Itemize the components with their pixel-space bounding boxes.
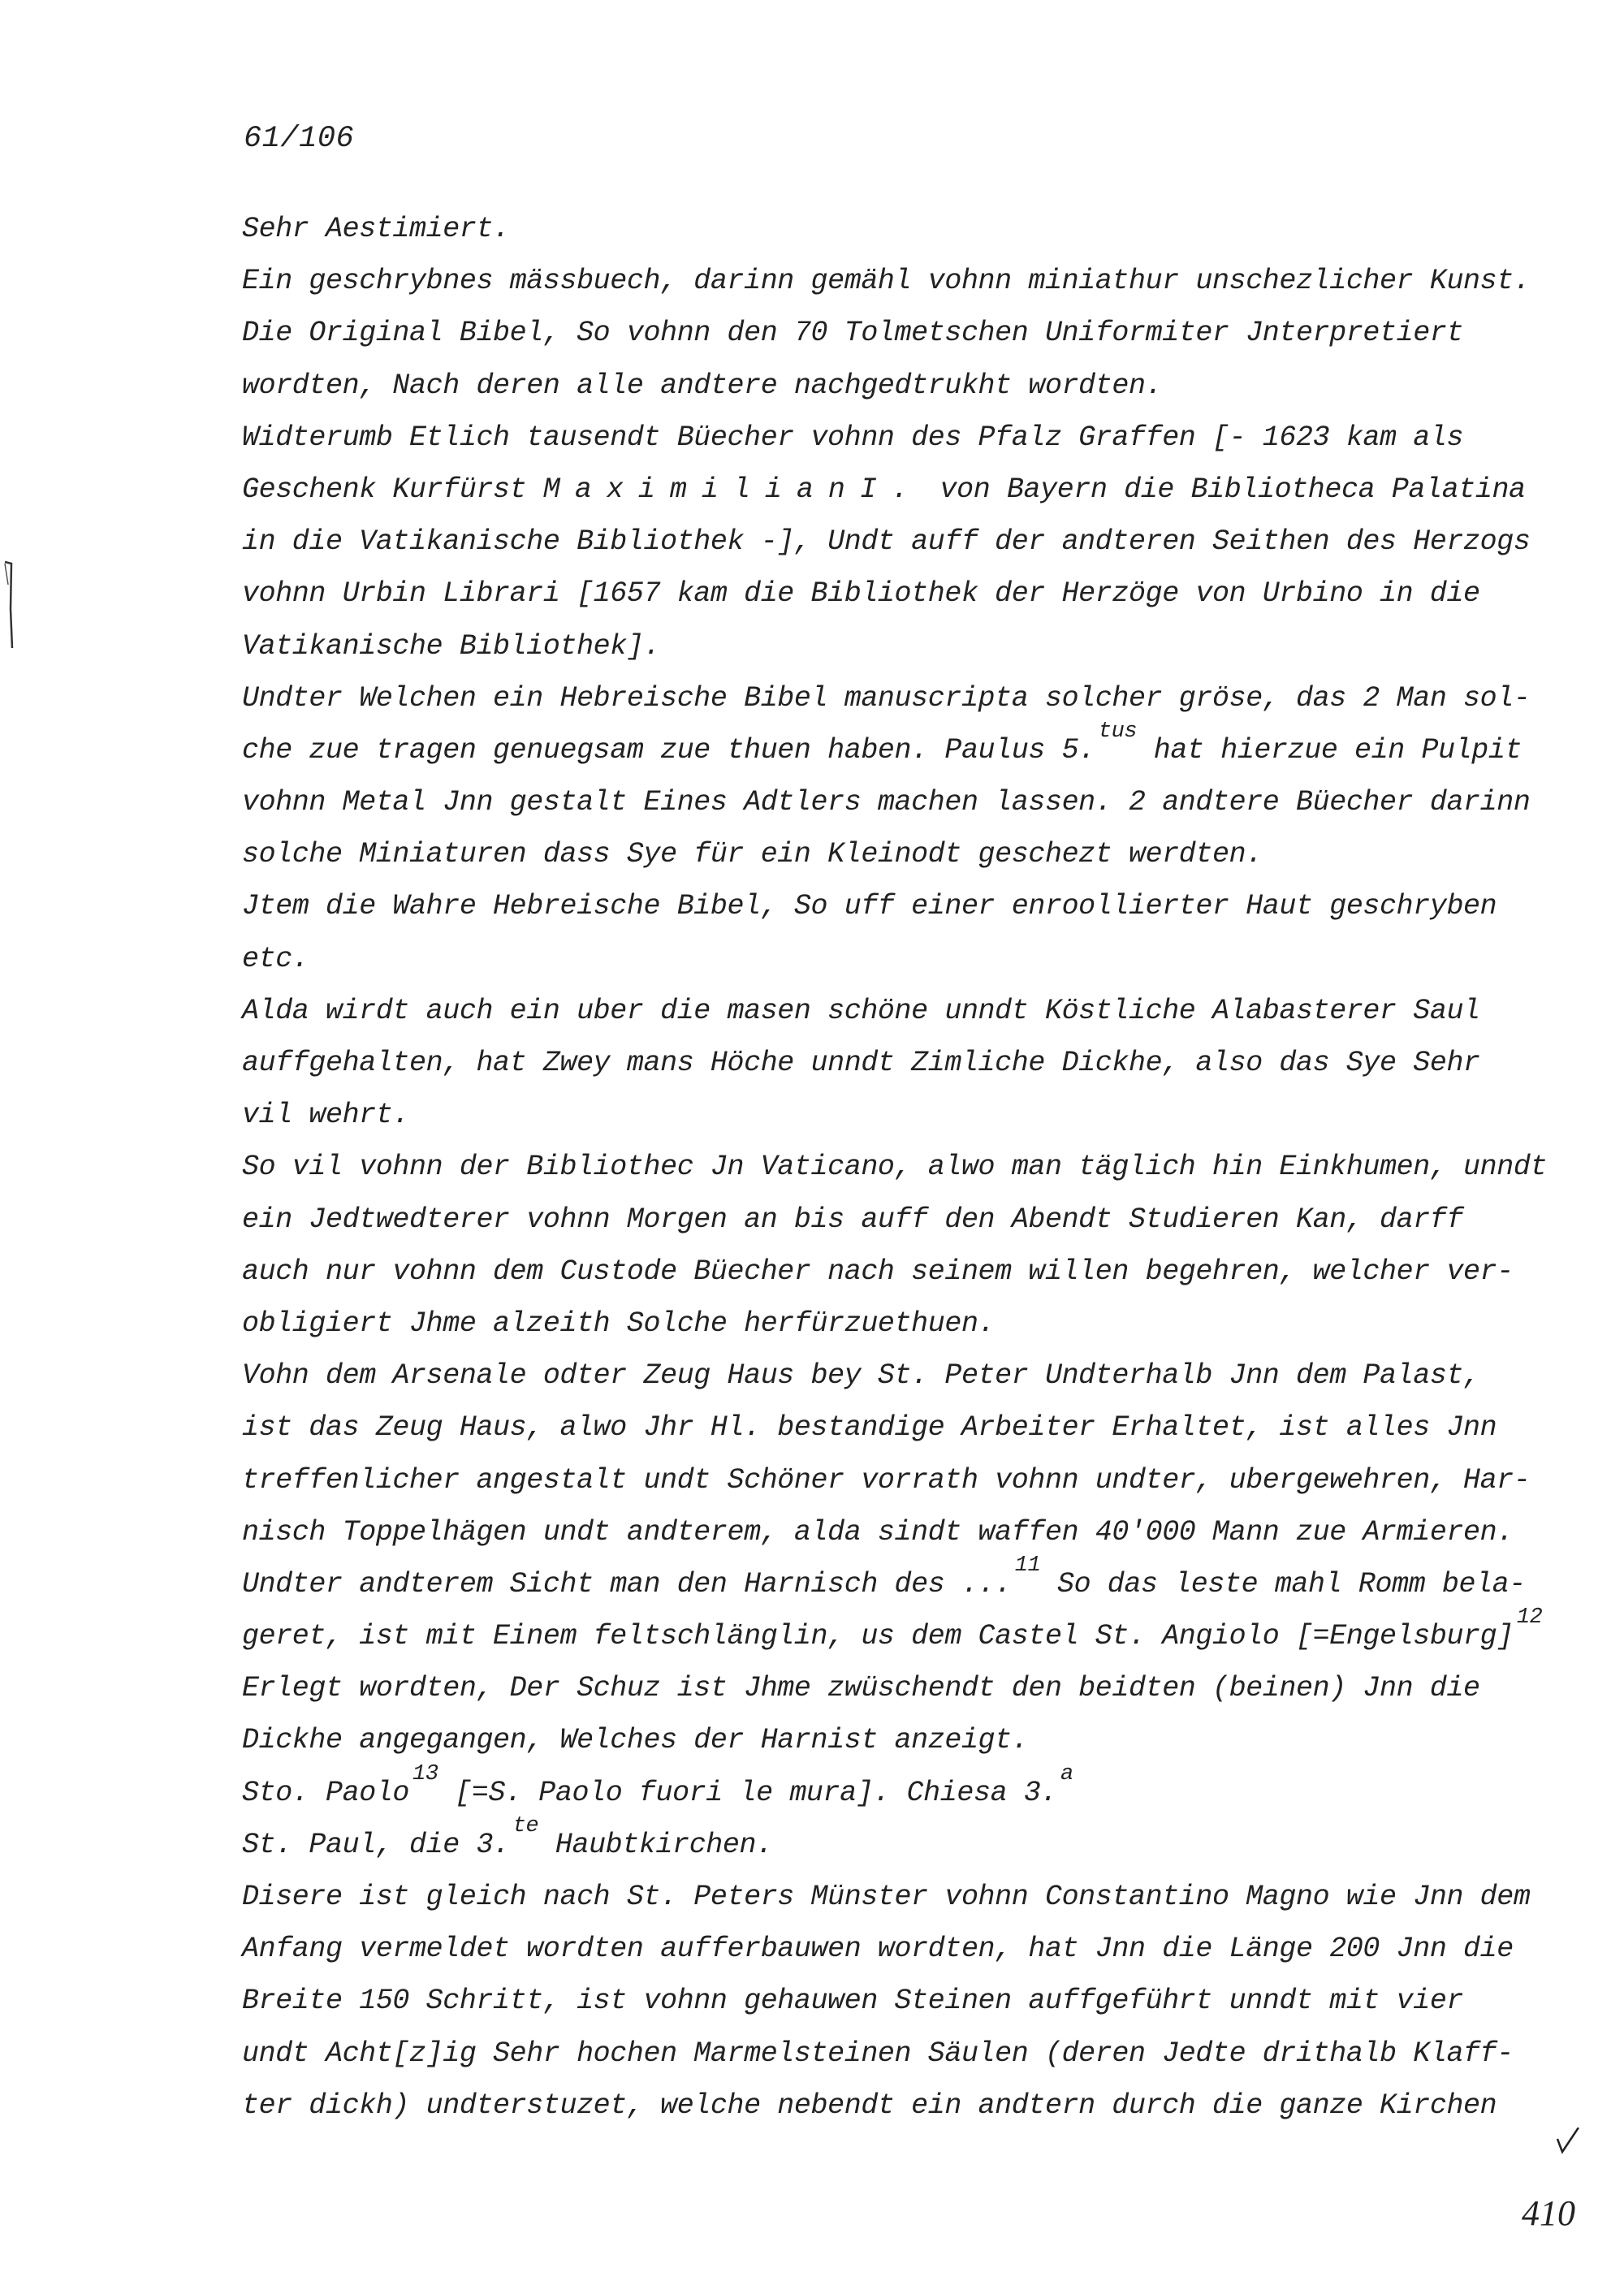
text-line — [242, 838, 1590, 890]
typed-text-body — [242, 213, 1590, 2141]
text-line — [242, 630, 1590, 682]
text-line — [242, 2037, 1590, 2089]
text-line — [242, 2089, 1590, 2141]
text-line — [242, 682, 1590, 734]
folio-checkmark-and-number — [1510, 2128, 1600, 2249]
line-text: St. Paul, die 3. — [242, 1828, 510, 1861]
text-line — [242, 577, 1590, 629]
line-text: Die Original Bibel, So vohnn den 70 Tolmetschen Uniformiter Jnterpretiert — [242, 317, 1464, 350]
line-text: auffgehalten, hat Zwey mans Höche unndt Zimliche Dickhe, also das Sye Sehr — [242, 1047, 1480, 1079]
line-text: ter dickh) undterstuzet, welche nebendt ein andtern durch die ganze Kirchen — [242, 2089, 1497, 2122]
line-text: Erlegt wordten, Der Schuz ist Jhme zwüschendt den beidten (beinen) Jnn die — [242, 1672, 1480, 1705]
line-text: nisch Toppelhägen undt andterem, alda sindt waffen 40'000 Mann zue Armieren. — [242, 1515, 1514, 1549]
superscript: a — [1060, 1761, 1073, 1786]
line-text: etc. — [242, 942, 309, 975]
line-text: undt Acht[z]ig Sehr hochen Marmelsteinen Säulen (deren Jedte drithalb Klaff- — [242, 2037, 1514, 2070]
line-text: in die Vatikanische Bibliothek -], Undt auff der andteren Seithen des Herzogs — [242, 525, 1531, 559]
line-text: wordten, Nach deren alle andtere nachgedtrukht wordten. — [242, 369, 1163, 402]
text-line — [242, 1881, 1590, 1933]
text-line — [242, 421, 1590, 473]
line-text-continued: von Bayern die Bibliotheca Palatina — [922, 473, 1526, 506]
superscript: 13 — [412, 1761, 438, 1786]
line-text: Undter andterem Sicht man den Harnisch des ... — [242, 1567, 1012, 1601]
text-line — [242, 1047, 1590, 1099]
line-text-continued: So das leste mahl Romm bela- — [1040, 1567, 1526, 1601]
line-text: Anfang vermeldet wordten aufferbauwen wordten, hat Jnn die Länge 200 Jnn die — [242, 1933, 1514, 1966]
text-line — [242, 1255, 1590, 1307]
text-line — [242, 1099, 1590, 1151]
text-line — [242, 1813, 1590, 1881]
page-number: 61/106 — [244, 122, 355, 156]
line-text: Ein geschrybnes mässbuech, darinn gemähl vohnn miniathur unschezlicher Kunst. — [242, 265, 1531, 298]
line-text: Dickhe angegangen, Welches der Harnist anzeigt. — [242, 1724, 1029, 1757]
line-text-continued: Haubtkirchen. — [538, 1828, 773, 1861]
line-text: Vohn dem Arsenale odter Zeug Haus bey St. Peter Undterhalb Jnn dem Palast, — [242, 1359, 1480, 1393]
folio-number: 410 — [1522, 2193, 1575, 2233]
text-line — [242, 369, 1590, 421]
text-line — [242, 265, 1590, 317]
text-line — [242, 1724, 1590, 1776]
text-line — [242, 719, 1590, 786]
line-text: Widterumb Etlich tausendt Büecher vohnn des Pfalz Graffen [- 1623 kam als — [242, 421, 1464, 454]
text-line — [242, 473, 1590, 525]
line-text: Disere ist gleich nach St. Peters Münster vohnn Constantino Magno wie Jnn dem — [242, 1881, 1531, 1913]
text-line — [242, 943, 1590, 995]
text-line — [242, 213, 1590, 265]
text-line — [242, 1933, 1590, 1985]
text-line — [242, 1307, 1590, 1359]
line-text: solche Miniaturen dass Sye für ein Kleinodt geschezt werdten. — [242, 838, 1263, 871]
line-text: auch nur vohnn dem Custode Büecher nach seinem willen begehren, welcher ver- — [242, 1255, 1514, 1288]
text-line — [242, 1411, 1590, 1463]
line-text: Jtem die Wahre Hebreische Bibel, So uff einer enroollierter Haut geschryben — [242, 890, 1497, 923]
line-text: treffenlicher angestalt undt Schöner vorrath vohnn undter, ubergewehren, Har- — [242, 1463, 1531, 1497]
superscript: tus — [1098, 719, 1138, 744]
text-line — [242, 1516, 1590, 1568]
text-line — [242, 995, 1590, 1047]
text-line — [242, 1553, 1590, 1620]
line-text: So vil vohnn der Bibliothec Jn Vaticano, alwo man täglich hin Einkhumen, unndt — [242, 1151, 1548, 1184]
line-text: obligiert Jhme alzeith Solche herfürzuethuen. — [242, 1307, 996, 1340]
margin-bracket-mark — [3, 560, 15, 650]
line-text: vil wehrt. — [242, 1099, 410, 1132]
line-text-continued: hat hierzue ein Pulpit — [1137, 733, 1522, 767]
line-text: Geschenk Kurfürst — [242, 473, 543, 506]
line-text: che zue tragen genuegsam zue thuen haben. Paulus 5. — [242, 733, 1095, 767]
text-line — [242, 1151, 1590, 1203]
text-line — [242, 317, 1590, 369]
line-text: vohnn Metal Jnn gestalt Eines Adtlers machen lassen. 2 andtere Büecher darinn — [242, 786, 1531, 819]
text-line — [242, 1761, 1590, 1829]
line-text: geret, ist mit Einem feltschlänglin, us dem Castel St. Angiolo [=Engelsburg] — [242, 1620, 1514, 1653]
text-line — [242, 1203, 1590, 1255]
line-text: Alda wirdt auch ein uber die masen schöne unndt Köstliche Alabasterer Saul — [242, 994, 1480, 1027]
line-text: ist das Zeug Haus, alwo Jhr Hl. bestandige Arbeiter Erhaltet, ist alles Jnn — [242, 1411, 1497, 1445]
line-text: Sto. Paolo — [242, 1776, 410, 1809]
line-text: vohnn Urbin Librari [1657 kam die Bibliothek der Herzöge von Urbino in die — [242, 577, 1480, 611]
text-line — [242, 890, 1590, 942]
text-line — [242, 1672, 1590, 1724]
line-text: Sehr Aestimiert. — [242, 213, 510, 245]
text-line — [242, 786, 1590, 838]
superscript: te — [512, 1813, 539, 1838]
spaced-name: MaximilianI. — [542, 473, 923, 506]
text-line — [242, 1464, 1590, 1516]
line-text-continued: [=S. Paolo fuori le mura]. Chiesa 3. — [438, 1776, 1057, 1809]
line-text: Undter Welchen ein Hebreische Bibel manuscripta solcher gröse, das 2 Man sol- — [242, 681, 1531, 715]
text-line — [242, 1605, 1590, 1672]
line-text: Vatikanische Bibliothek]. — [242, 629, 661, 663]
text-line — [242, 525, 1590, 577]
superscript: 11 — [1014, 1553, 1041, 1578]
line-text: Breite 150 Schritt, ist vohnn gehauwen Steinen auffgeführt unndt mit vier — [242, 1985, 1464, 2018]
text-line — [242, 1985, 1590, 2037]
superscript: 12 — [1516, 1605, 1543, 1631]
text-line — [242, 1359, 1590, 1411]
line-text: ein Jedtwedterer vohnn Morgen an bis auff den Abendt Studieren Kan, darff — [242, 1203, 1464, 1236]
